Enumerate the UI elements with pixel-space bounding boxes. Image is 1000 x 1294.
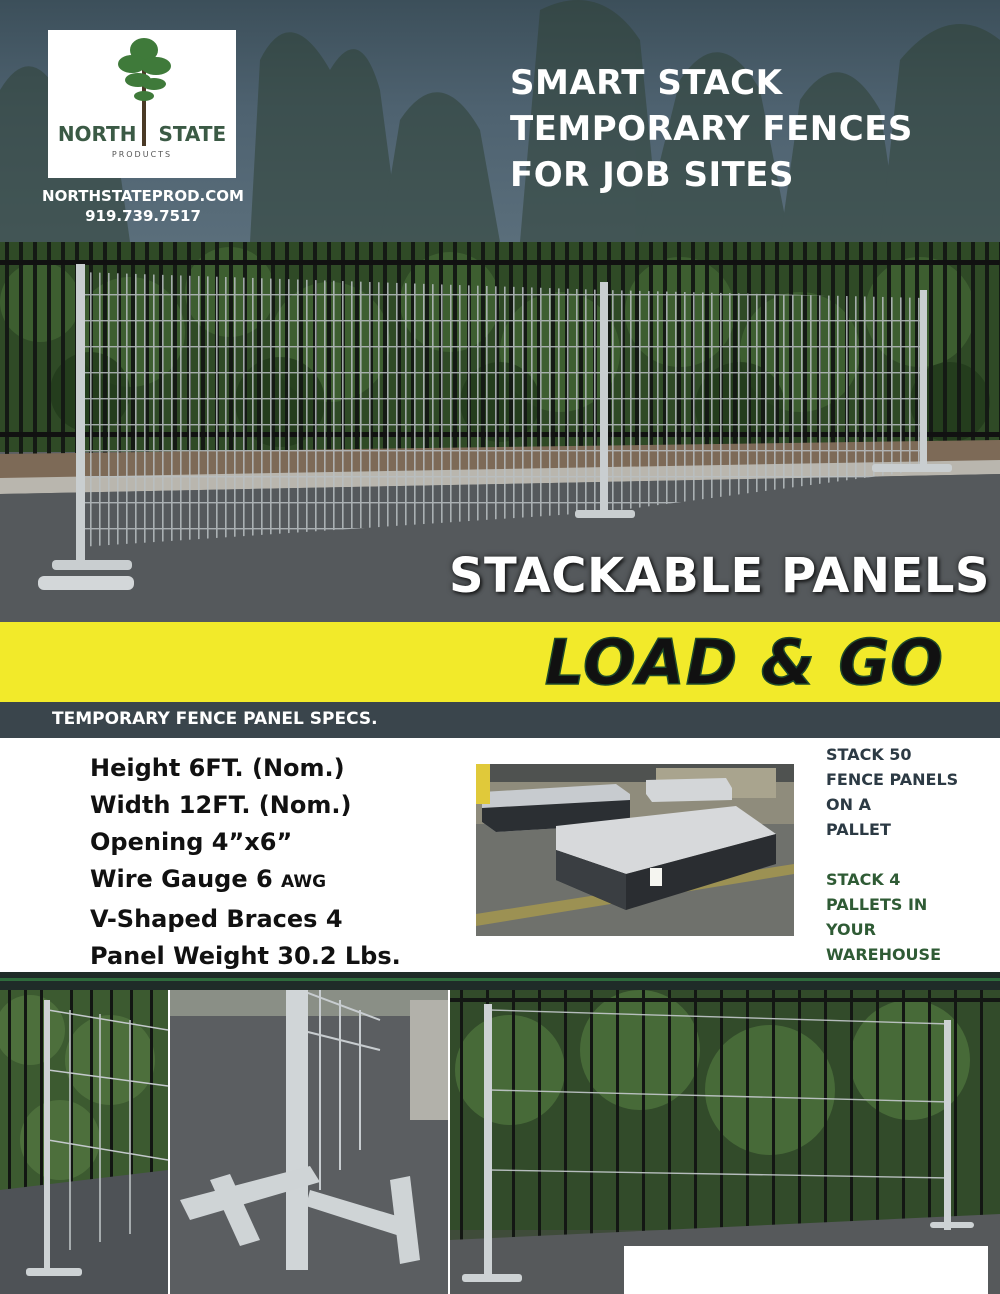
logo-word-north: NORTH (57, 122, 137, 146)
blank-label-area (624, 1246, 988, 1294)
note-line: STACK 50 (826, 745, 912, 764)
headline-line-1: SMART STACK (510, 63, 783, 103)
note-line: YOUR (826, 920, 876, 939)
load-and-go-band (0, 622, 1000, 702)
note-line: WAREHOUSE (826, 945, 941, 964)
spec-braces: V-Shaped Braces 4 (90, 905, 343, 933)
logo-word-state: STATE (158, 122, 227, 146)
note-line: PALLET (826, 820, 891, 839)
specs-title-bar (0, 702, 1000, 738)
spec-opening: Opening 4”x6” (90, 828, 293, 856)
north-state-logo (48, 30, 236, 178)
note-line: FENCE PANELS (826, 770, 959, 789)
stackable-panels-caption: STACKABLE PANELS (448, 548, 990, 604)
note-line: ON A (826, 795, 871, 814)
contact-info (18, 186, 268, 226)
fence-base-photo (170, 990, 448, 1294)
fence-photo-left (0, 990, 168, 1294)
stacking-note-pallet (826, 742, 996, 842)
fence-left-illustration (0, 990, 168, 1294)
stacking-note-warehouse (826, 867, 996, 967)
headline-line-2: TEMPORARY FENCES (510, 109, 913, 149)
logo-wordmark (48, 122, 236, 146)
divider-line (0, 978, 1000, 981)
stacking-note (826, 742, 996, 967)
note-line: PALLETS IN (826, 895, 928, 914)
header-banner (0, 0, 1000, 242)
spec-weight: Panel Weight 30.2 Lbs. (90, 942, 401, 970)
website-link[interactable]: NORTHSTATEPROD.COM (42, 187, 244, 205)
spec-wire-gauge-unit: AWG (281, 872, 327, 892)
section-divider (0, 972, 1000, 990)
spec-height: Height 6FT. (Nom.) (90, 754, 345, 782)
spec-wire-gauge (90, 861, 470, 901)
headline (510, 60, 990, 198)
spec-wire-gauge-value: Wire Gauge 6 (90, 865, 273, 893)
pallet-photo (476, 764, 794, 936)
specs-title: TEMPORARY FENCE PANEL SPECS. (52, 709, 378, 729)
headline-line-3: FOR JOB SITES (510, 155, 794, 195)
pallet-photo-illustration (476, 764, 794, 936)
note-line: STACK 4 (826, 870, 901, 889)
fence-base-illustration (170, 990, 448, 1294)
load-and-go-text: LOAD & GO (544, 626, 944, 699)
specs-list (90, 750, 470, 975)
spec-width: Width 12FT. (Nom.) (90, 791, 352, 819)
phone-number[interactable]: 919.739.7517 (85, 207, 201, 225)
logo-subtitle: PRODUCTS (111, 150, 173, 159)
